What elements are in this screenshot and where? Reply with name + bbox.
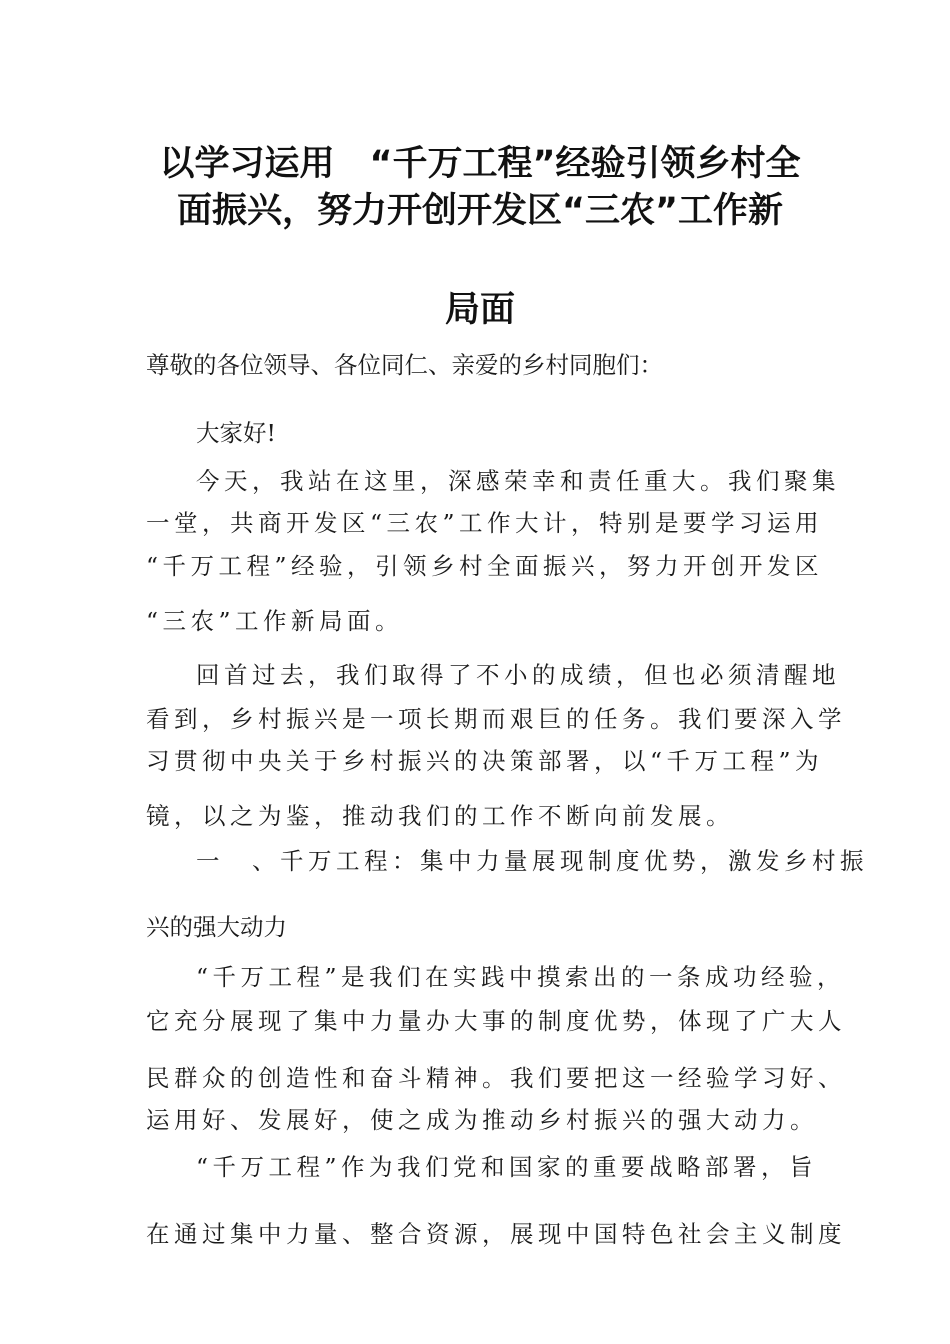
body-line: 看到，乡村振兴是一项长期而艰巨的任务。我们要深入学 bbox=[146, 705, 846, 733]
body-line: 它充分展现了集中力量办大事的制度优势，体现了广大人 bbox=[146, 1007, 846, 1035]
body-line: 在通过集中力量、整合资源，展现中国特色社会主义制度 bbox=[146, 1220, 846, 1248]
body-line: 一堂，共商开发区“三农”工作大计，特别是要学习运用 bbox=[146, 509, 824, 537]
body-line: “千万工程”作为我们党和国家的重要战略部署，旨 bbox=[196, 1153, 818, 1181]
body-line: “三农”工作新局面。 bbox=[146, 607, 404, 635]
body-line: 运用好、发展好，使之成为推动乡村振兴的强大动力。 bbox=[146, 1106, 818, 1134]
greeting-line: 大家好! bbox=[196, 419, 276, 447]
document-title-line-1: 以学习运用 “千万工程”经验引领乡村全 bbox=[159, 144, 801, 184]
body-line: 民群众的创造性和奋斗精神。我们要把这一经验学习好、 bbox=[146, 1064, 846, 1092]
body-line: “千万工程”经验，引领乡村全面振兴，努力开创开发区 bbox=[146, 552, 824, 580]
section-heading-line: 一 、千万工程：集中力量展现制度优势，激发乡村振 bbox=[196, 847, 868, 875]
body-line: 今天，我站在这里，深感荣幸和责任重大。我们聚集 bbox=[196, 467, 840, 495]
document-title-line-2: 面振兴，努力开创开发区“三农”工作新 bbox=[176, 191, 783, 231]
salutation-line: 尊敬的各位领导、各位同仁、亲爱的乡村同胞们： bbox=[146, 351, 663, 379]
body-line: “千万工程”是我们在实践中摸索出的一条成功经验， bbox=[196, 963, 846, 991]
body-line: 回首过去，我们取得了不小的成绩，但也必须清醒地 bbox=[196, 661, 840, 689]
body-line: 习贯彻中央关于乡村振兴的决策部署，以“千万工程”为 bbox=[146, 747, 824, 775]
section-heading-line: 兴的强大动力 bbox=[146, 913, 287, 941]
document-title-line-3: 局面 bbox=[444, 290, 515, 330]
body-line: 镜，以之为鉴，推动我们的工作不断向前发展。 bbox=[146, 802, 734, 830]
